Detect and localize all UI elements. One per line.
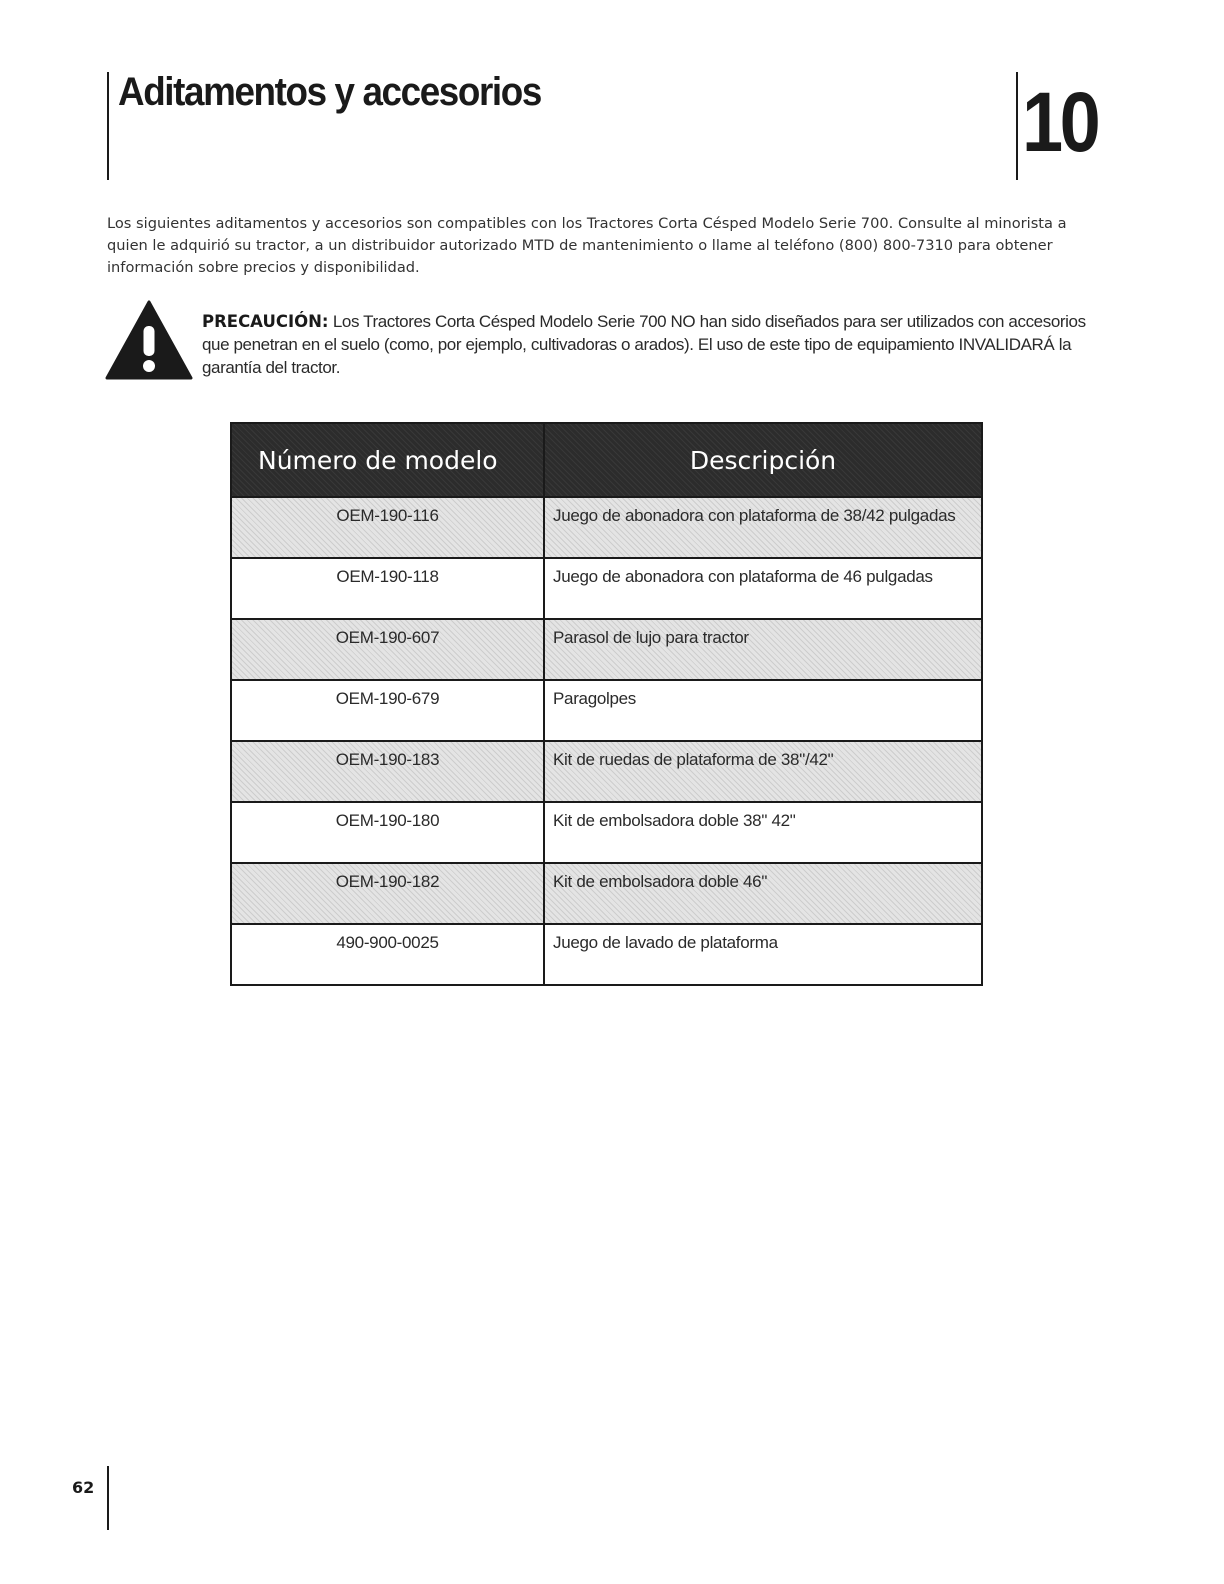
title-rule (107, 72, 109, 180)
description-cell: Juego de abonadora con plataforma de 38/42 pulgadas (544, 497, 982, 558)
intro-paragraph: Los siguientes aditamentos y accesorios son compatibles con los Tractores Corta Césped Modelo Serie 700. Consulte al minorista a quien le adquirió su tractor, a un distribuidor autorizado MTD de mantenimiento o llame al teléfono (800) 800-7310 para obtener información sobre precios y disponibilidad. (107, 215, 1067, 276)
table-header-row (231, 423, 982, 497)
chapter-number: 10 (1022, 75, 1098, 169)
model-number-cell: OEM-190-116 (231, 497, 544, 558)
table-row (231, 741, 982, 802)
table-row (231, 802, 982, 863)
caution-body: Los Tractores Corta Césped Modelo Serie 700 NO han sido diseñados para ser utilizados con accesorios que penetran en el suelo (como, por ejemplo, cultivadoras o arados). El uso de este tipo de equipamiento INVALIDARÁ la garantía del tractor. (202, 312, 1086, 377)
model-number-cell: OEM-190-118 (231, 558, 544, 619)
description-cell: Juego de lavado de plataforma (544, 924, 982, 985)
header-description: Descripción (544, 423, 982, 497)
header-model-number: Número de modelo (231, 423, 544, 497)
page-number-rule (107, 1466, 109, 1530)
caution-label: PRECAUCIÓN: (202, 312, 329, 331)
model-number-cell: OEM-190-679 (231, 680, 544, 741)
warning-triangle-icon (105, 300, 193, 380)
description-cell: Kit de embolsadora doble 46" (544, 863, 982, 924)
model-number-cell: OEM-190-183 (231, 741, 544, 802)
table-row (231, 924, 982, 985)
accessories-table (230, 422, 983, 986)
model-number-cell: OEM-190-607 (231, 619, 544, 680)
description-cell: Paragolpes (544, 680, 982, 741)
chapter-rule (1016, 72, 1018, 180)
description-cell: Kit de ruedas de plataforma de 38"/42" (544, 741, 982, 802)
model-number-cell: OEM-190-180 (231, 802, 544, 863)
description-cell: Kit de embolsadora doble 38" 42" (544, 802, 982, 863)
model-number-cell: OEM-190-182 (231, 863, 544, 924)
description-cell: Juego de abonadora con plataforma de 46 pulgadas (544, 558, 982, 619)
caution-notice (202, 310, 1102, 379)
model-number-cell: 490-900-0025 (231, 924, 544, 985)
description-cell: Parasol de lujo para tractor (544, 619, 982, 680)
table-row (231, 558, 982, 619)
table-row (231, 680, 982, 741)
table-row (231, 497, 982, 558)
page-number: 62 (72, 1478, 95, 1497)
page-title: Aditamentos y accesorios (118, 70, 541, 114)
table-row (231, 863, 982, 924)
table-row (231, 619, 982, 680)
